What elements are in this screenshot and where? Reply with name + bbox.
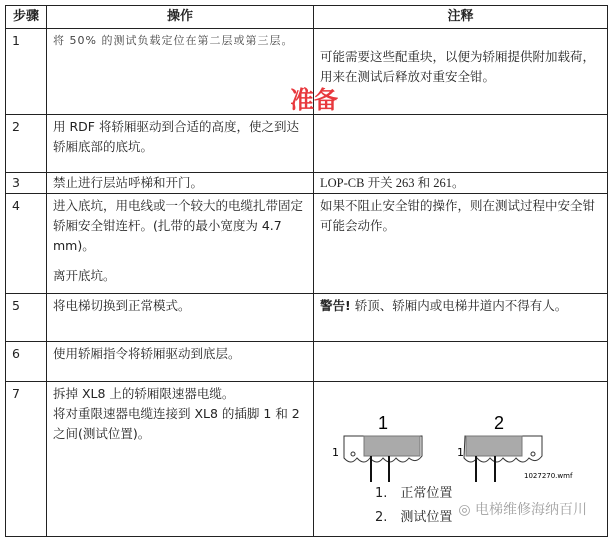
- figure-filename: 1027270.wmf: [524, 472, 573, 480]
- step-number: 6: [6, 342, 47, 382]
- legend-item: 1. 正常位置: [375, 486, 453, 501]
- operation-text: 将电梯切换到正常模式。: [47, 294, 314, 342]
- header-note: 注释: [314, 6, 608, 29]
- step-number: 5: [6, 294, 47, 342]
- pin-label: 1: [332, 446, 339, 459]
- connector-figure: [320, 384, 601, 534]
- operation-text: 将 50% 的测试负载定位在第二层或第三层。: [47, 29, 314, 115]
- step-number: 1: [6, 29, 47, 115]
- figure-label-1: 1: [378, 413, 389, 433]
- operation-line: 将对重限速器电缆连接到 XL8 的插脚 1 和 2 之间(测试位置)。: [53, 406, 300, 441]
- wechat-icon: ◎: [458, 502, 475, 518]
- step-number: 7: [6, 382, 47, 537]
- pin-label: 1: [457, 446, 464, 459]
- step-number: 2: [6, 115, 47, 173]
- connector-normal-icon: [332, 436, 422, 482]
- operation-text: 用 RDF 将轿厢驱动到合适的高度，使之到达轿厢底部的底坑。: [47, 115, 314, 173]
- operation-text: [47, 382, 314, 537]
- operation-line: 拆掉 XL8 上的轿厢限速器电缆。: [53, 386, 235, 401]
- header-step: 步骤: [6, 6, 47, 29]
- note-text: LOP-CB 开关 263 和 261。: [314, 173, 608, 194]
- operation-line: 离开底坑。: [53, 268, 116, 283]
- note-content: 可能需要这些配重块，以便为轿厢提供附加载荷，用来在测试后释放对重安全钳。: [320, 49, 596, 84]
- connector-diagram: [320, 394, 590, 494]
- warning-label: 警告!: [320, 298, 351, 313]
- table-header-row: [6, 6, 608, 29]
- header-operation: 操作: [47, 6, 314, 29]
- table-row: [6, 382, 608, 537]
- operation-text: 禁止进行层站呼梯和开门。: [47, 173, 314, 194]
- step-number: 4: [6, 194, 47, 294]
- legend-item: 2. 测试位置: [375, 510, 453, 525]
- watermark-text: 电梯维修海纳百川: [475, 502, 587, 518]
- table-row: [6, 342, 608, 382]
- note-text: [314, 342, 608, 382]
- table-row: [6, 194, 608, 294]
- note-text: [314, 294, 608, 342]
- watermark: [458, 500, 587, 520]
- note-figure-cell: [314, 382, 608, 537]
- step-number: 3: [6, 173, 47, 194]
- stamp-label: 准备: [290, 86, 338, 114]
- table-row: [6, 173, 608, 194]
- operation-text: 使用轿厢指令将轿厢驱动到底层。: [47, 342, 314, 382]
- note-text: 如果不阻止安全钳的操作，则在测试过程中安全钳可能会动作。: [314, 194, 608, 294]
- table-row: [6, 294, 608, 342]
- operation-text: [47, 194, 314, 294]
- figure-label-2: 2: [494, 413, 505, 433]
- warning-text: 轿顶、轿厢内或电梯井道内不得有人。: [354, 298, 568, 313]
- table-row: [6, 115, 608, 173]
- operation-line: 进入底坑，用电线或一个较大的电缆扎带固定轿厢安全钳连杆。(扎带的最小宽度为 4.7 mm)。: [53, 198, 304, 253]
- note-text: [314, 115, 608, 173]
- note-text: [314, 29, 608, 115]
